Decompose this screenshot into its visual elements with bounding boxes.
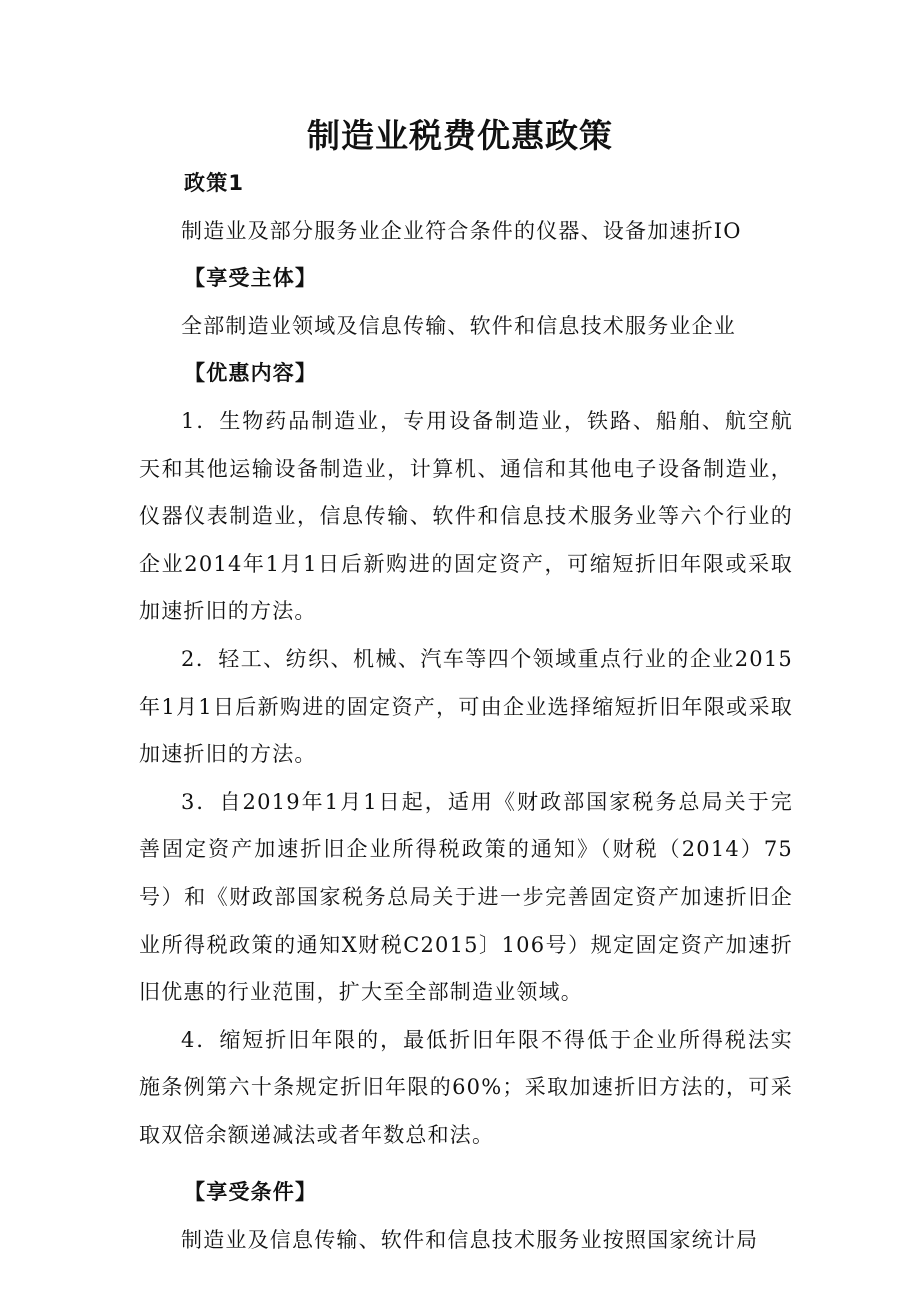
document-body: [139, 160, 793, 1265]
beneficiary-heading: 【享受主体】: [184, 266, 318, 291]
conditions-heading: 【享受条件】: [184, 1180, 318, 1205]
policy-label: 政策1: [184, 171, 245, 195]
document-title: 制造业税费优惠政策: [307, 116, 613, 155]
policy-name: 制造业及部分服务业企业符合条件的仪器、设备加速折IO: [181, 218, 742, 243]
conditions-text: 制造业及信息传输、软件和信息技术服务业按照国家统计局: [181, 1228, 759, 1253]
content-heading: 【优惠内容】: [184, 361, 318, 386]
content-item-3: 3．自2019年1月1日起，适用《财政部国家税务总局关于完善固定资产加速折旧企业所得税政策的通知》（财税（2014）75号）和《财政部国家税务总局关于进一步完善固定资产加速折旧企业所得税政策的通知X财税C2015〕106号）规定固定资产加速折旧优惠的行业范围，扩大至全部制造业领域。: [139, 789, 793, 1005]
content-item-2: 2．轻工、纺织、机械、汽车等四个领域重点行业的企业2015年1月1日后新购进的固定资产，可由企业选择缩短折旧年限或采取加速折旧的方法。: [139, 646, 793, 767]
beneficiary-text: 全部制造业领域及信息传输、软件和信息技术服务业企业: [181, 313, 736, 338]
section-spacer: [139, 1159, 793, 1169]
content-item-4: 4．缩短折旧年限的，最低折旧年限不得低于企业所得税法实施条例第六十条规定折旧年限的60%；采取加速折旧方法的，可采取双倍余额递减法或者年数总和法。: [139, 1027, 793, 1147]
content-item-1: 1．生物药品制造业，专用设备制造业，铁路、船舶、航空航天和其他运输设备制造业，计算机、通信和其他电子设备制造业，仪器仪表制造业，信息传输、软件和信息技术服务业等六个行业的企业2014年1月1日后新购进的固定资产，可缩短折旧年限或采取加速折旧的方法。: [139, 408, 793, 624]
